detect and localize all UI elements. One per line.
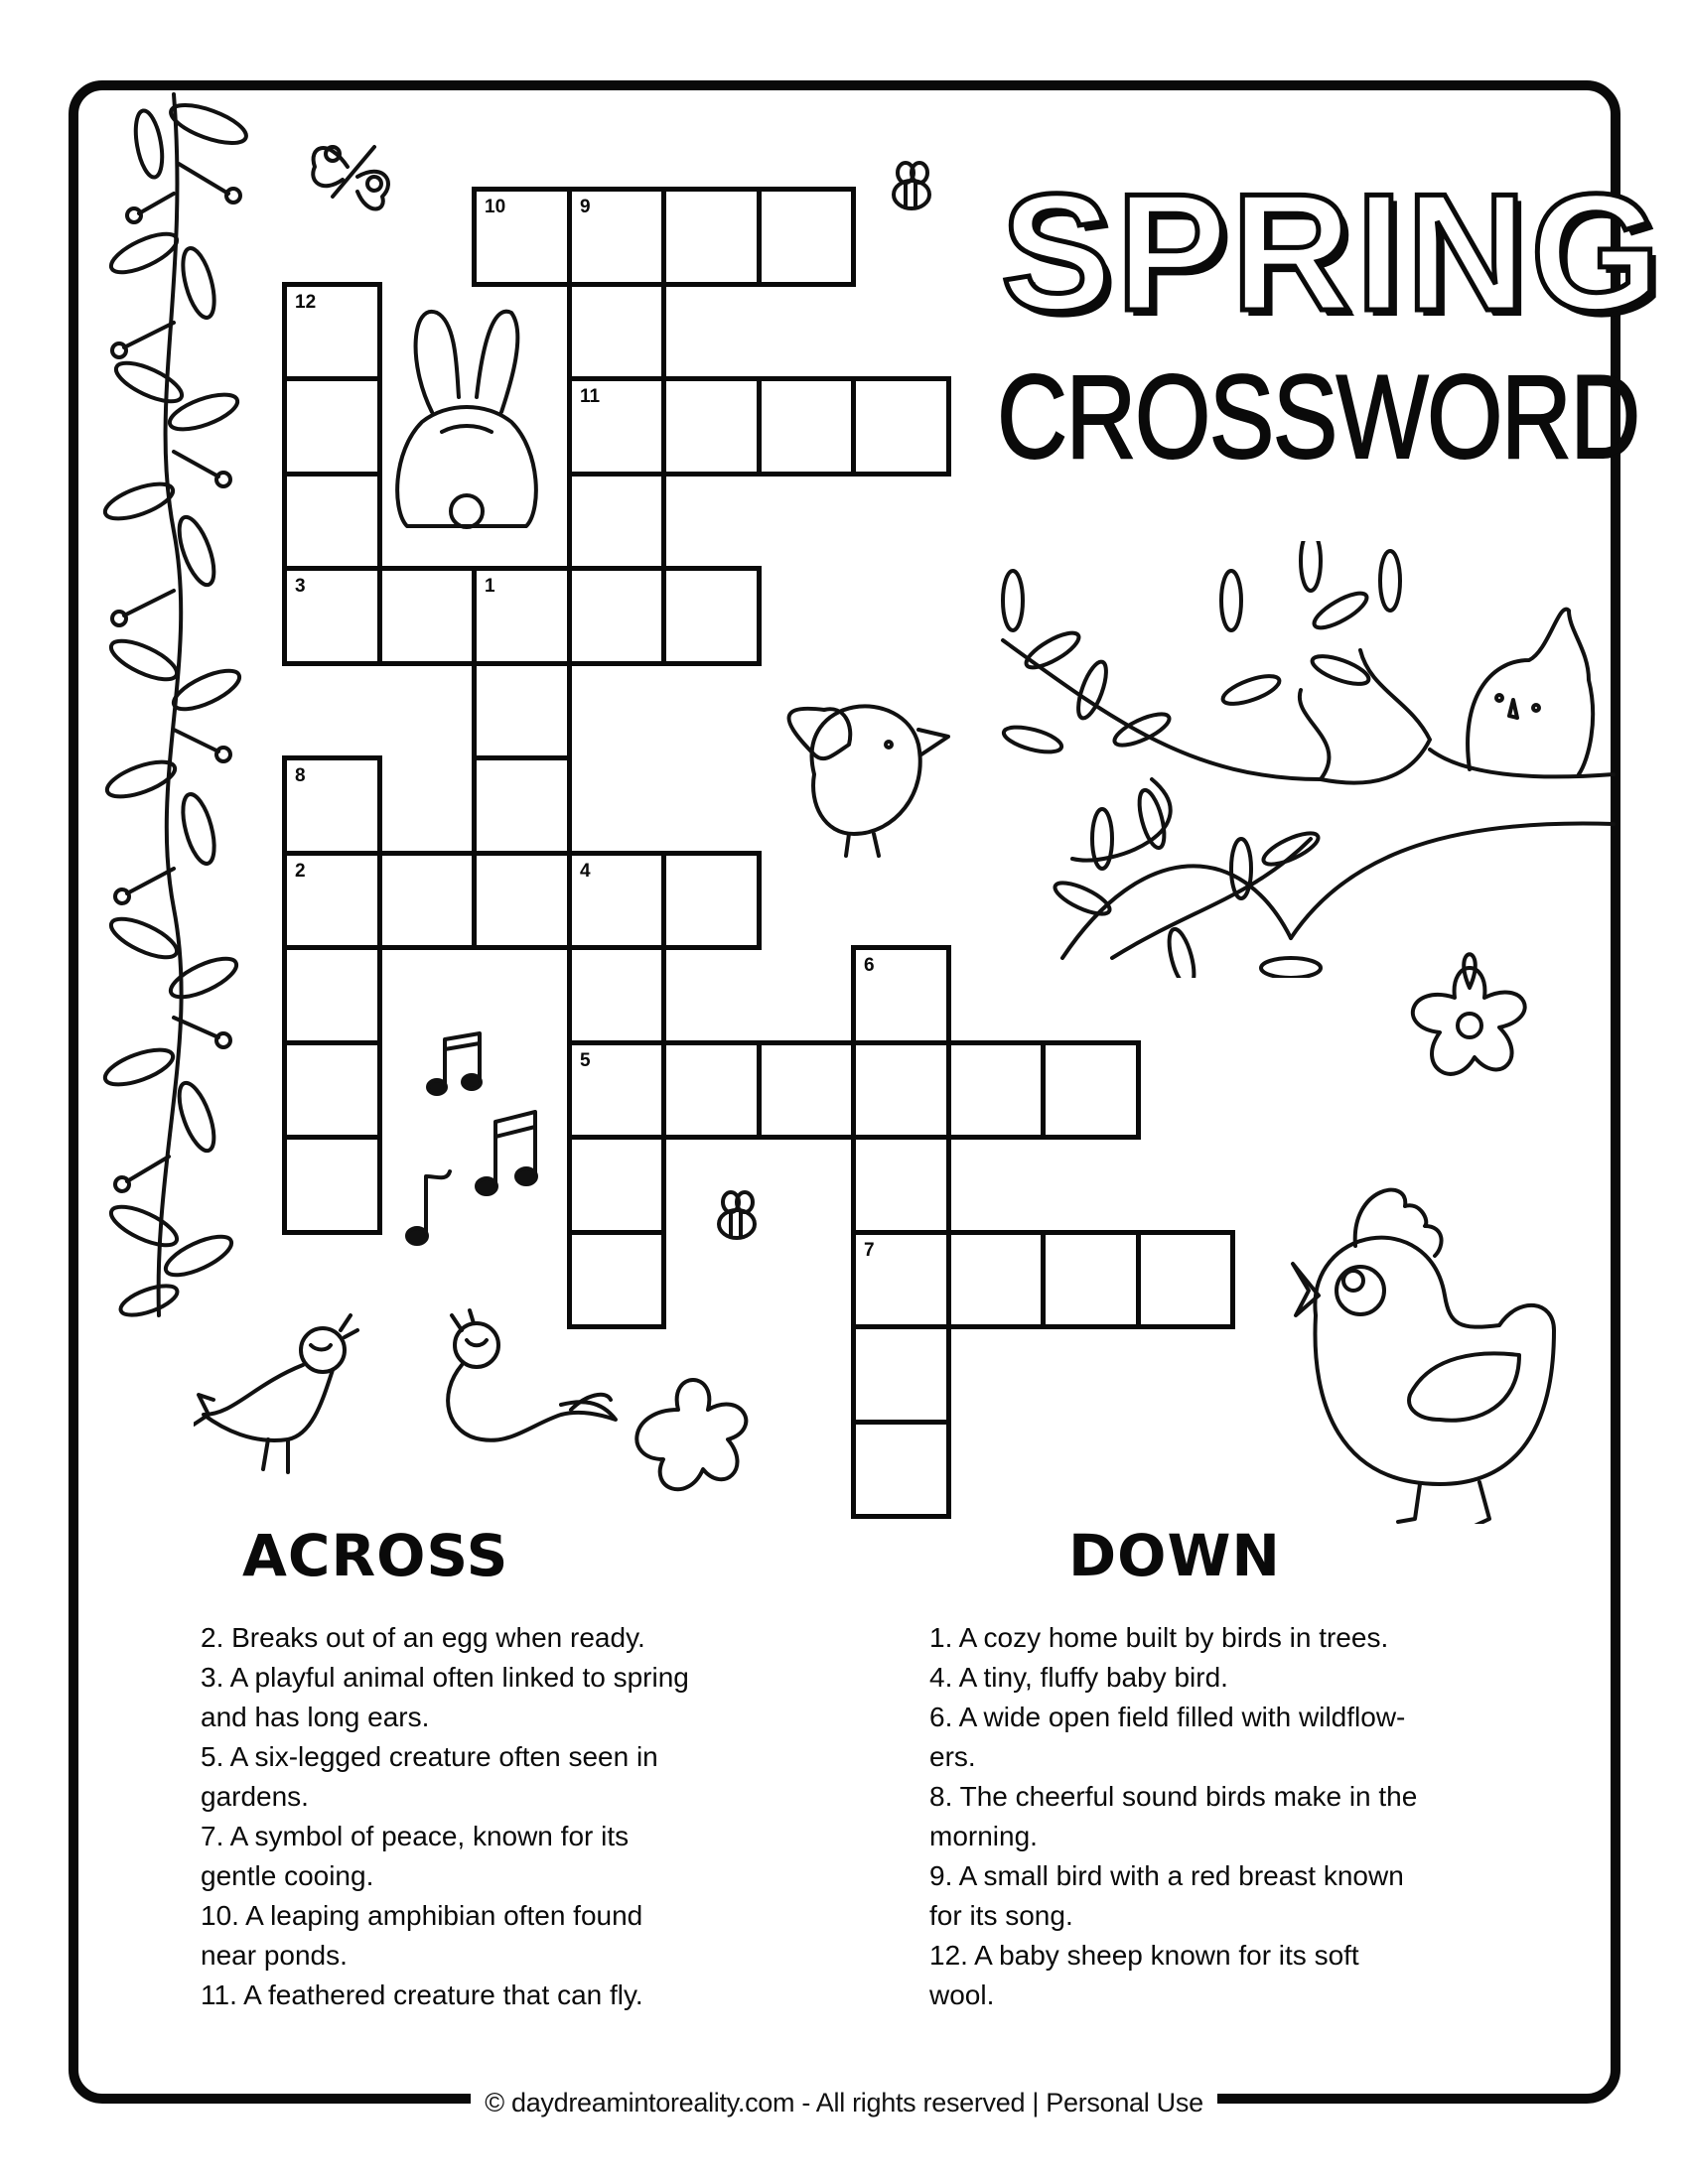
cell-letter-input[interactable]	[287, 760, 377, 851]
music-notes-icon	[402, 1027, 571, 1246]
crossword-cell[interactable]	[851, 1420, 951, 1519]
cell-letter-input[interactable]	[572, 571, 661, 661]
crossword-cell[interactable]	[946, 1040, 1046, 1140]
clue-number: 7	[864, 1240, 875, 1261]
cell-letter-input[interactable]	[572, 1140, 661, 1230]
crossword-cell[interactable]	[472, 755, 572, 856]
crossword-cell[interactable]	[282, 282, 382, 381]
bird-icon	[194, 1305, 362, 1484]
crossword-cell[interactable]	[567, 472, 666, 571]
crossword-cell[interactable]	[282, 566, 382, 666]
bee-icon	[707, 1186, 767, 1246]
bee-icon	[882, 157, 941, 216]
down-clue-line: morning.	[929, 1821, 1038, 1851]
clue-number: 10	[485, 197, 506, 217]
crossword-cell[interactable]	[1136, 1230, 1235, 1329]
across-clue-line: 2. Breaks out of an egg when ready.	[201, 1622, 645, 1653]
crossword-cell[interactable]	[377, 566, 477, 666]
cell-letter-input[interactable]	[856, 1329, 946, 1420]
across-clue-line: gentle cooing.	[201, 1860, 374, 1891]
cell-letter-input[interactable]	[1141, 1235, 1230, 1324]
cell-letter-input[interactable]	[572, 287, 661, 376]
crossword-cell[interactable]	[567, 376, 666, 477]
footer	[0, 2083, 1688, 2122]
cell-letter-input[interactable]	[477, 666, 567, 755]
cell-letter-input[interactable]	[666, 381, 757, 472]
cell-letter-input[interactable]	[856, 1140, 946, 1230]
crossword-cell[interactable]	[661, 376, 762, 477]
crossword-cell[interactable]	[567, 1135, 666, 1235]
across-clue-line: gardens.	[201, 1781, 309, 1812]
cell-letter-input[interactable]	[287, 950, 377, 1040]
cell-letter-input[interactable]	[856, 1425, 946, 1514]
vine-icon	[79, 84, 258, 1335]
cell-letter-input[interactable]	[287, 287, 377, 376]
cell-letter-input[interactable]	[666, 1045, 757, 1135]
butterfly-icon	[303, 122, 402, 221]
cell-letter-input[interactable]	[477, 760, 567, 851]
crossword-cell[interactable]	[851, 1135, 951, 1235]
cell-letter-input[interactable]	[287, 571, 377, 661]
crossword-cell[interactable]	[1041, 1040, 1141, 1140]
cell-letter-input[interactable]	[477, 571, 567, 661]
crossword-cell[interactable]	[757, 1040, 856, 1140]
clue-number: 3	[295, 576, 306, 597]
crossword-cell[interactable]	[377, 851, 477, 950]
flower-icon	[624, 1370, 763, 1499]
crossword-cell[interactable]	[472, 187, 572, 287]
down-clue-line: 12. A baby sheep known for its soft	[929, 1940, 1359, 1971]
crossword-cell[interactable]	[282, 755, 382, 856]
bird-icon	[422, 1305, 621, 1454]
flower-icon	[1395, 948, 1544, 1087]
down-clue-line: wool.	[929, 1979, 995, 2010]
down-clue-line: for its song.	[929, 1900, 1073, 1931]
crossword-cell[interactable]	[282, 1135, 382, 1235]
crossword-cell[interactable]	[661, 851, 762, 950]
across-clues	[201, 1618, 816, 2015]
down-clue-line: 6. A wide open field filled with wildflow-	[929, 1702, 1406, 1732]
cell-letter-input[interactable]	[856, 381, 946, 472]
across-clue-line: 7. A symbol of peace, known for its	[201, 1821, 630, 1851]
clue-number: 11	[580, 386, 601, 407]
crossword-cell[interactable]	[851, 945, 951, 1045]
crossword-cell[interactable]	[567, 187, 666, 287]
down-clue-line: 8. The cheerful sound birds make in the	[929, 1781, 1418, 1812]
cell-letter-input[interactable]	[572, 950, 661, 1040]
cell-letter-input[interactable]	[1046, 1235, 1136, 1324]
crossword-cell[interactable]	[851, 1324, 951, 1425]
bird-icon	[755, 675, 963, 874]
crossword-cell[interactable]	[757, 376, 856, 477]
cell-letter-input[interactable]	[287, 381, 377, 472]
cell-letter-input[interactable]	[572, 856, 661, 945]
across-clue-line: 3. A playful animal often linked to spring	[201, 1662, 689, 1693]
crossword-cell[interactable]	[661, 187, 762, 287]
clue-number: 5	[580, 1050, 591, 1071]
crossword-cell[interactable]	[567, 945, 666, 1045]
cell-letter-input[interactable]	[762, 192, 851, 282]
cell-letter-input[interactable]	[477, 856, 567, 945]
down-clue-line: 9. A small bird with a red breast known	[929, 1860, 1404, 1891]
crossword-cell[interactable]	[282, 851, 382, 950]
cell-letter-input[interactable]	[666, 856, 757, 945]
bunny-icon	[387, 303, 546, 541]
crossword-cell[interactable]	[472, 566, 572, 666]
clue-number: 9	[580, 197, 591, 217]
crossword-cell[interactable]	[567, 851, 666, 950]
crossword-cell[interactable]	[472, 661, 572, 760]
cell-letter-input[interactable]	[287, 1045, 377, 1135]
footer-copyright: © daydreamintoreality.com - All rights reserved | Personal Use	[471, 2083, 1217, 2122]
crossword-cell[interactable]	[757, 187, 856, 287]
cell-letter-input[interactable]	[572, 192, 661, 282]
crossword-cell[interactable]	[567, 1040, 666, 1140]
cell-letter-input[interactable]	[287, 477, 377, 566]
crossword-cell[interactable]	[851, 376, 951, 477]
across-clue-line: and has long ears.	[201, 1702, 430, 1732]
cell-letter-input[interactable]	[856, 1045, 946, 1135]
clue-number: 4	[580, 861, 591, 882]
across-clue-line: 11. A feathered creature that can fly.	[201, 1979, 643, 2010]
across-clue-line: 5. A six-legged creature often seen in	[201, 1741, 658, 1772]
crossword-cell[interactable]	[851, 1040, 951, 1140]
cell-letter-input[interactable]	[951, 1045, 1041, 1135]
across-clue-line: 10. A leaping amphibian often found	[201, 1900, 643, 1931]
crossword-cell[interactable]	[282, 376, 382, 477]
crossword-cell[interactable]	[1041, 1230, 1141, 1329]
cell-letter-input[interactable]	[762, 381, 851, 472]
down-clue-line: 4. A tiny, fluffy baby bird.	[929, 1662, 1228, 1693]
cell-letter-input[interactable]	[856, 1235, 946, 1324]
down-clue-line: 1. A cozy home built by birds in trees.	[929, 1622, 1389, 1653]
across-heading: ACROSS	[242, 1522, 509, 1589]
cell-letter-input[interactable]	[382, 856, 472, 945]
cell-letter-input[interactable]	[951, 1235, 1041, 1324]
cell-letter-input[interactable]	[1046, 1045, 1136, 1135]
cell-letter-input[interactable]	[666, 571, 757, 661]
cell-letter-input[interactable]	[856, 950, 946, 1040]
crossword-cell[interactable]	[661, 1040, 762, 1140]
cell-letter-input[interactable]	[287, 1140, 377, 1230]
cell-letter-input[interactable]	[572, 381, 661, 472]
cell-letter-input[interactable]	[666, 192, 757, 282]
cell-letter-input[interactable]	[572, 1045, 661, 1135]
cell-letter-input[interactable]	[477, 192, 567, 282]
crossword-cell[interactable]	[282, 472, 382, 571]
clue-number: 2	[295, 861, 306, 882]
crossword-cell[interactable]	[567, 282, 666, 381]
cell-letter-input[interactable]	[572, 477, 661, 566]
down-clue-line: ers.	[929, 1741, 976, 1772]
down-clues	[929, 1618, 1545, 2015]
title-crossword: CROSSWORD	[997, 350, 1639, 483]
clue-number: 1	[485, 576, 495, 597]
crossword-cell[interactable]	[472, 851, 572, 950]
clue-number: 12	[295, 292, 317, 313]
crossword-cell[interactable]	[282, 1040, 382, 1140]
crossword-cell[interactable]	[946, 1230, 1046, 1329]
chick-icon	[1281, 1166, 1579, 1524]
title-spring: SPRING	[1001, 159, 1665, 345]
cell-letter-input[interactable]	[287, 856, 377, 945]
clue-number: 8	[295, 765, 306, 786]
crossword-cell[interactable]	[851, 1230, 951, 1329]
crossword-cell[interactable]	[661, 566, 762, 666]
crossword-cell[interactable]	[567, 566, 666, 666]
across-clue-line: near ponds.	[201, 1940, 348, 1971]
clue-number: 6	[864, 955, 875, 976]
branch-icon	[993, 541, 1618, 978]
cell-letter-input[interactable]	[382, 571, 472, 661]
cell-letter-input[interactable]	[762, 1045, 851, 1135]
crossword-cell[interactable]	[282, 945, 382, 1045]
down-heading: DOWN	[1068, 1522, 1281, 1589]
